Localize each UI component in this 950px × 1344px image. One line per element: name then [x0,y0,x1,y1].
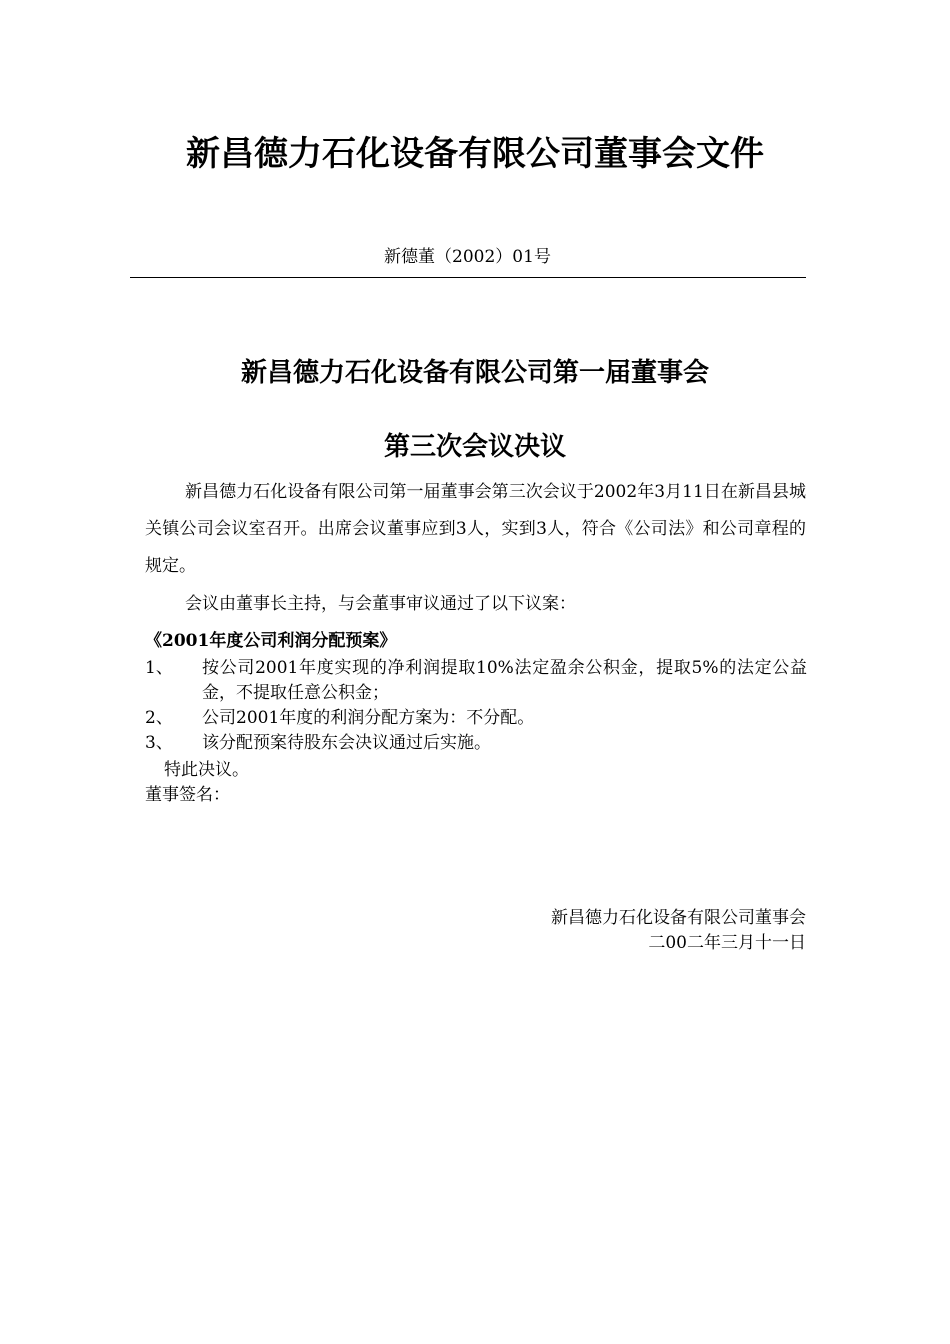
motion-list [145,656,807,756]
resolution-title-line-2: 第三次会议决议 [383,432,566,462]
motion-item-text: 公司2001年度的利润分配方案为：不分配。 [202,708,535,728]
motion-item-number: 2、 [145,708,173,728]
motion-item-text: 按公司2001年度实现的净利润提取10%法定盈余公积金，提取5%的法定公益金，不提取任意公积金； [202,658,807,703]
document-header: 新昌德力石化设备有限公司董事会文件 [186,134,764,174]
motion-title: 《2001年度公司利润分配预案》 [145,631,397,651]
motion-item-text: 该分配预案待股东会决议通过后实施。 [202,733,491,753]
signatory-organization: 新昌德力石化设备有限公司董事会 [551,908,806,928]
motion-item [145,706,807,731]
motion-item-number: 3、 [145,733,173,753]
document-number: 新德董（2002）01号 [384,247,551,267]
intro-paragraph: 新昌德力石化设备有限公司第一届董事会第三次会议于2002年3月11日在新昌县城关镇公司会议室召开。出席会议董事应到3人，实到3人，符合《公司法》和公司章程的规定。 [145,482,806,576]
signature-label: 董事签名： [145,785,230,805]
motion-item-number: 1、 [145,658,173,678]
resolved-statement: 特此决议。 [164,760,249,780]
motion-item [145,731,807,756]
signing-date: 二00二年三月十一日 [648,933,806,953]
host-paragraph: 会议由董事长主持，与会董事审议通过了以下议案： [185,594,576,614]
resolution-title-line-1: 新昌德力石化设备有限公司第一届董事会 [240,358,709,388]
motion-item [145,656,807,706]
header-divider [130,277,806,278]
